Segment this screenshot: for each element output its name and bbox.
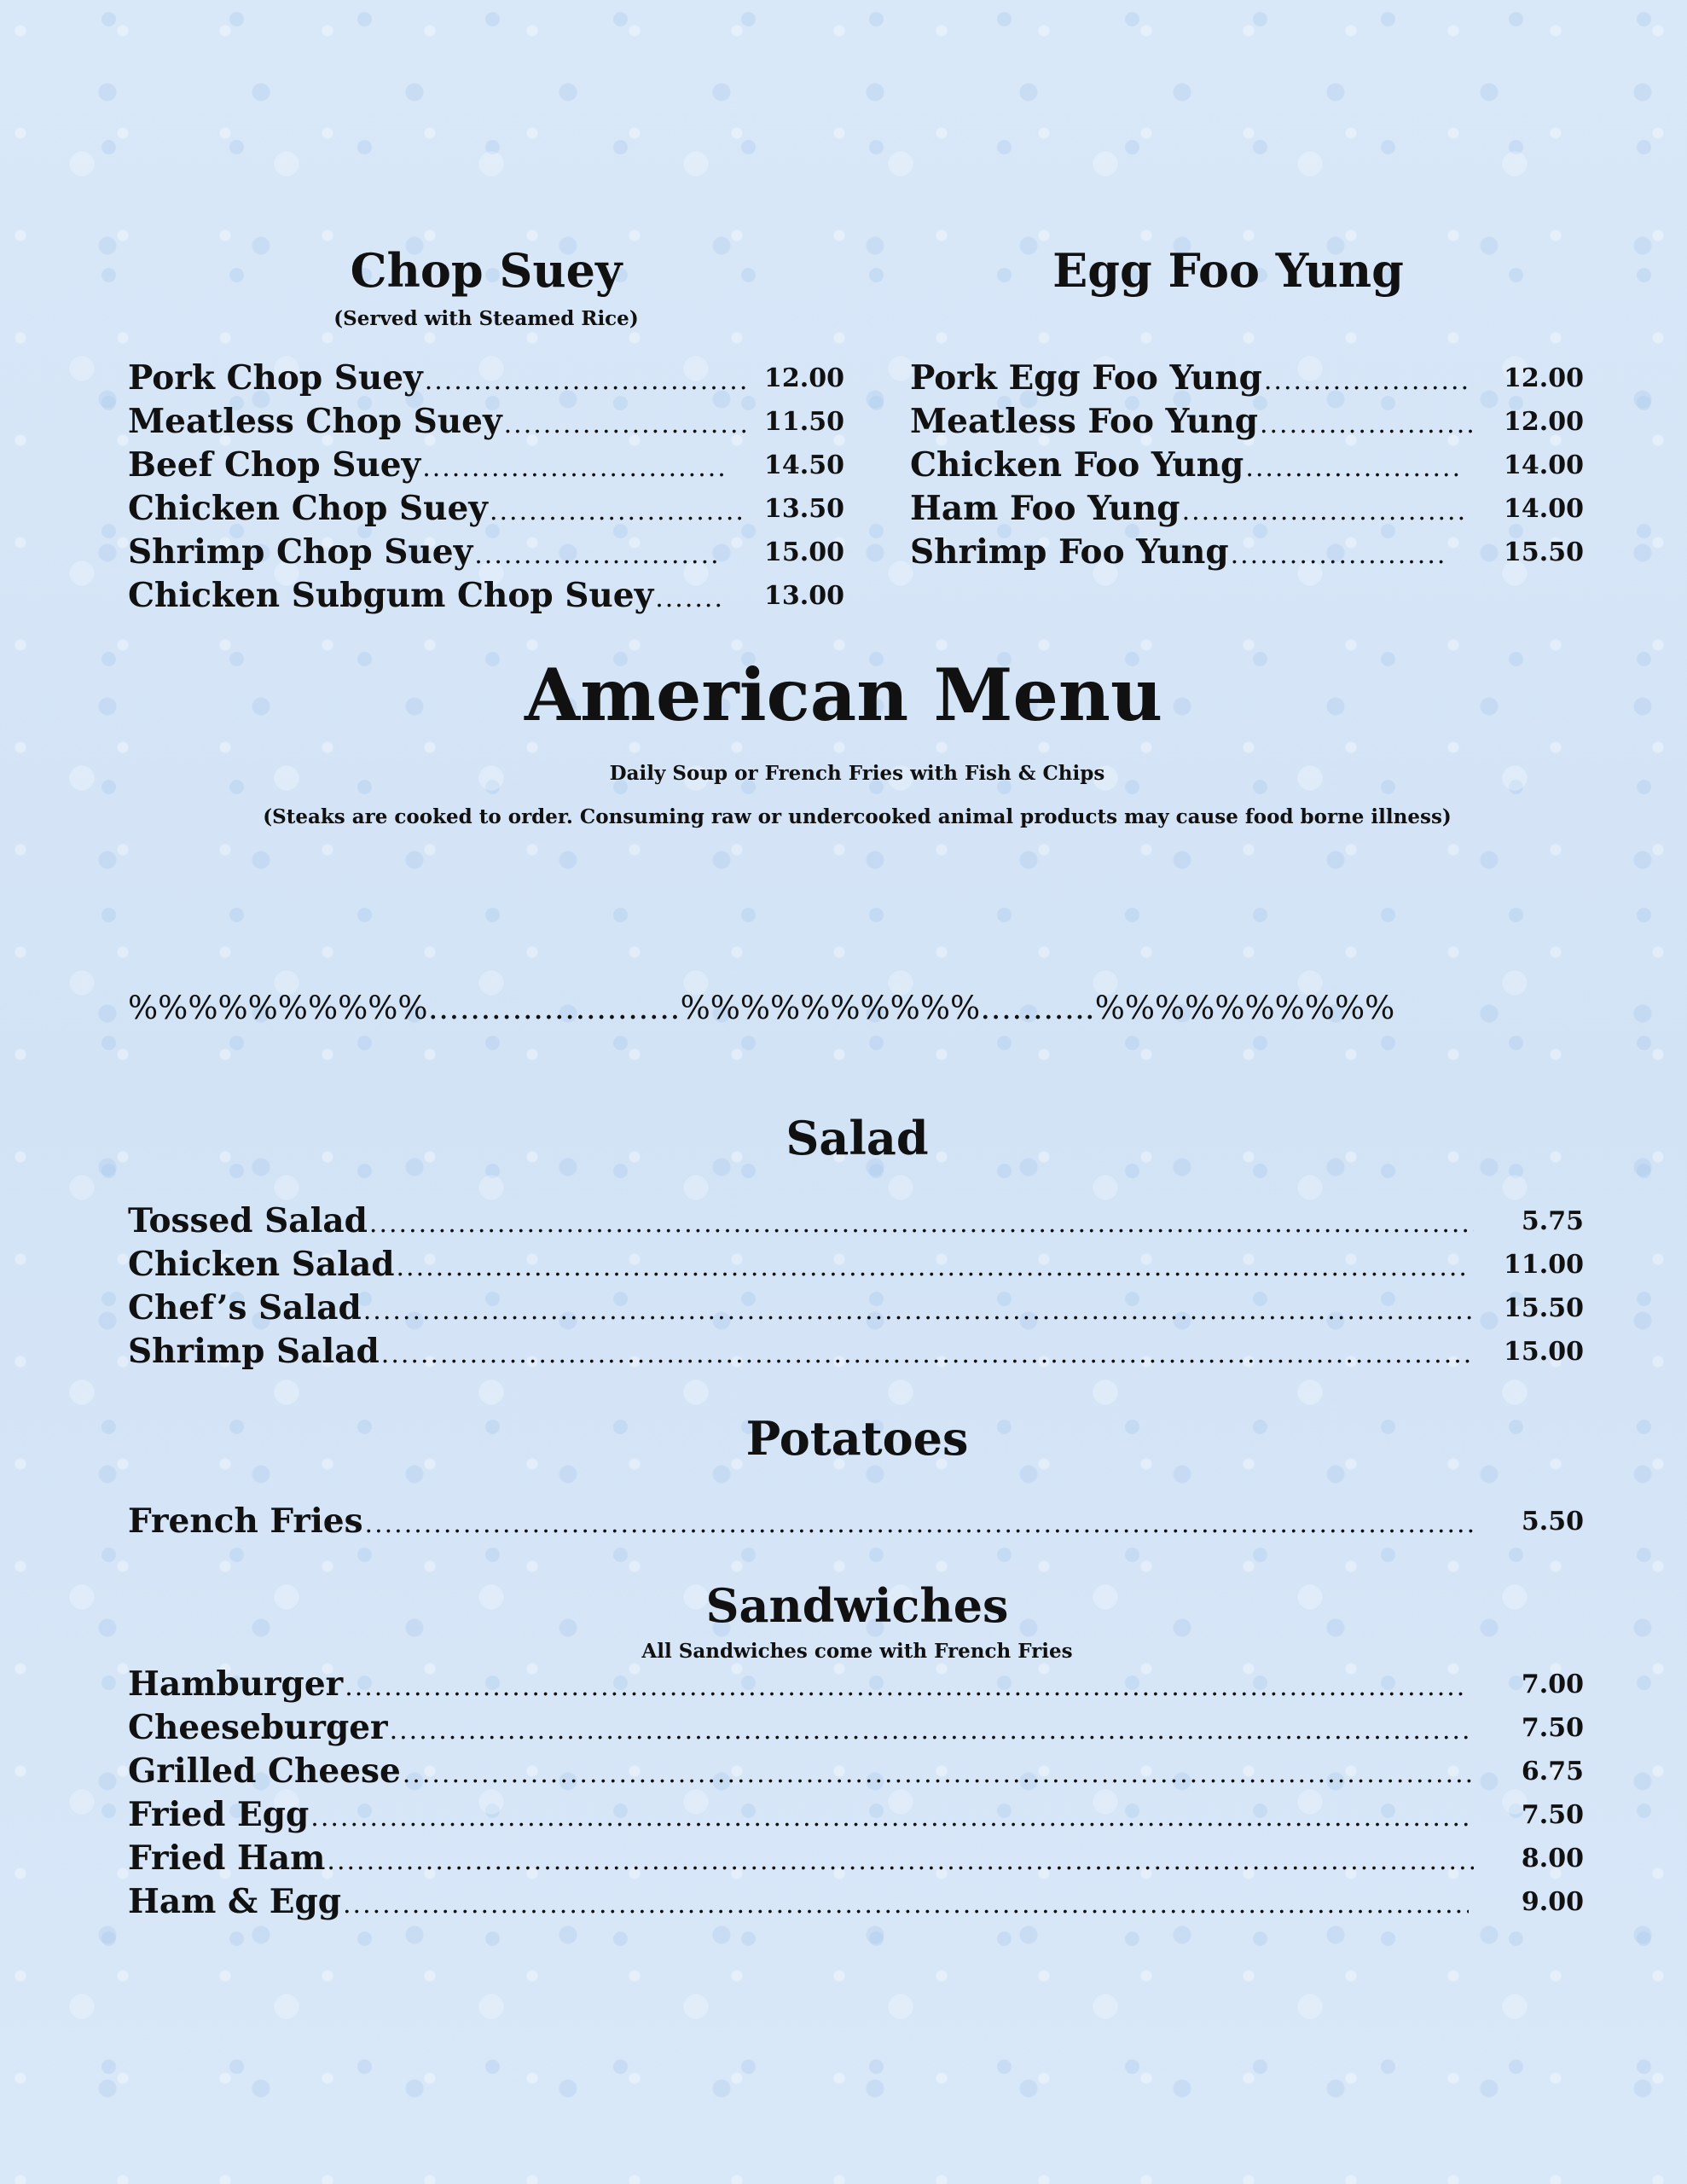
menu-item xyxy=(128,1245,1467,1287)
item-price: 7.00 xyxy=(1521,1670,1584,1699)
item-price: 15.50 xyxy=(1504,537,1584,567)
dot-leader xyxy=(1264,366,1473,396)
placeholder-dots: ……….. xyxy=(980,990,1095,1026)
dot-leader xyxy=(390,1716,1474,1745)
item-name: Meatless Foo Yung xyxy=(910,402,1258,441)
sandwiches-title: Sandwiches xyxy=(705,1578,1009,1633)
item-name: Meatless Chop Suey xyxy=(128,402,502,441)
dot-leader xyxy=(504,410,746,439)
dot-leader xyxy=(310,1803,1469,1833)
item-price: 8.00 xyxy=(1521,1844,1584,1873)
item-price: 5.50 xyxy=(1521,1507,1584,1536)
dot-leader xyxy=(397,1252,1467,1282)
item-price: 15.00 xyxy=(764,537,844,567)
item-name: Hamburger xyxy=(128,1664,344,1704)
placeholder-text: %%%%%%%%%% xyxy=(680,990,981,1026)
item-name: Pork Chop Suey xyxy=(128,358,423,398)
item-price: 11.00 xyxy=(1504,1250,1584,1280)
dot-leader xyxy=(381,1339,1474,1369)
item-price: 5.75 xyxy=(1521,1206,1584,1236)
dot-leader xyxy=(1231,540,1443,570)
dot-leader xyxy=(1245,453,1464,483)
item-price: 13.00 xyxy=(764,581,844,611)
dot-leader xyxy=(343,1890,1469,1920)
food-safety-disclaimer: (Steaks are cooked to order. Consuming raw or undercooked animal products may cause food borne illness) xyxy=(263,805,1452,828)
menu-item xyxy=(128,1288,1474,1331)
dot-leader xyxy=(490,497,746,526)
menu-item xyxy=(910,532,1443,575)
sandwiches-subtitle: All Sandwiches come with French Fries xyxy=(641,1640,1073,1663)
placeholder-dots: …………………… xyxy=(427,990,681,1026)
item-name: Chicken Foo Yung xyxy=(910,445,1244,485)
item-price: 12.00 xyxy=(1504,407,1584,437)
item-name: Fried Ham xyxy=(128,1838,326,1878)
item-name: Ham Foo Yung xyxy=(910,489,1180,528)
item-price: 13.50 xyxy=(764,494,844,524)
chop-suey-title: Chop Suey xyxy=(350,243,623,298)
american-menu-title: American Menu xyxy=(524,653,1163,737)
item-name: Chicken Chop Suey xyxy=(128,489,488,528)
placeholder-line xyxy=(128,990,1394,1026)
menu-item xyxy=(910,358,1473,401)
item-price: 9.00 xyxy=(1521,1887,1584,1917)
item-price: 11.50 xyxy=(764,407,844,437)
item-name: Shrimp Foo Yung xyxy=(910,532,1229,572)
item-price: 15.00 xyxy=(1504,1337,1584,1367)
menu-item xyxy=(128,532,716,575)
item-price: 14.00 xyxy=(1504,450,1584,480)
menu-item xyxy=(128,1795,1469,1838)
menu-item xyxy=(128,1751,1474,1794)
menu-item xyxy=(128,1838,1474,1881)
item-name: Ham & Egg xyxy=(128,1882,342,1921)
dot-leader xyxy=(365,1509,1474,1539)
menu-item xyxy=(128,402,746,444)
american-menu-note: Daily Soup or French Fries with Fish & Chips xyxy=(609,762,1105,785)
menu-item xyxy=(128,1708,1474,1751)
menu-item xyxy=(910,489,1464,531)
dot-leader xyxy=(327,1846,1474,1876)
salad-title: Salad xyxy=(786,1111,929,1165)
item-name: Shrimp Salad xyxy=(128,1332,380,1371)
egg-foo-yung-title: Egg Foo Yung xyxy=(1052,243,1404,298)
dot-leader xyxy=(655,584,725,613)
dot-leader xyxy=(369,1209,1474,1239)
menu-item xyxy=(128,1502,1474,1544)
menu-item xyxy=(128,1332,1474,1374)
menu-item xyxy=(910,445,1464,488)
placeholder-text: %%%%%%%%%% xyxy=(1094,990,1395,1026)
chop-suey-subtitle: (Served with Steamed Rice) xyxy=(333,307,639,330)
menu-item xyxy=(128,1664,1469,1707)
item-price: 12.00 xyxy=(1504,363,1584,393)
menu-item xyxy=(128,445,725,488)
item-price: 12.00 xyxy=(764,363,844,393)
item-price: 6.75 xyxy=(1521,1757,1584,1786)
item-name: Cheeseburger xyxy=(128,1708,388,1747)
item-name: Fried Egg xyxy=(128,1795,310,1834)
dot-leader xyxy=(474,540,716,570)
item-price: 14.50 xyxy=(764,450,844,480)
dot-leader xyxy=(422,453,725,483)
item-name: Shrimp Chop Suey xyxy=(128,532,473,572)
menu-item xyxy=(128,1882,1469,1925)
item-name: Grilled Cheese xyxy=(128,1751,401,1791)
menu-item xyxy=(128,358,746,401)
item-name: French Fries xyxy=(128,1502,363,1541)
placeholder-text: %%%%%%%%%% xyxy=(128,990,428,1026)
potatoes-title: Potatoes xyxy=(745,1411,969,1466)
menu-item xyxy=(128,1201,1474,1244)
item-name: Tossed Salad xyxy=(128,1201,368,1240)
dot-leader xyxy=(1182,497,1464,526)
dot-leader xyxy=(1260,410,1473,439)
item-name: Chicken Salad xyxy=(128,1245,395,1284)
menu-item xyxy=(128,489,746,531)
item-price: 15.50 xyxy=(1504,1293,1584,1323)
item-price: 7.50 xyxy=(1521,1800,1584,1830)
dot-leader xyxy=(345,1672,1469,1702)
item-price: 14.00 xyxy=(1504,494,1584,524)
menu-item xyxy=(128,576,725,619)
item-name: Chef’s Salad xyxy=(128,1288,362,1327)
item-name: Beef Chop Suey xyxy=(128,445,421,485)
dot-leader xyxy=(363,1296,1474,1326)
item-name: Chicken Subgum Chop Suey xyxy=(128,576,654,615)
item-name: Pork Egg Foo Yung xyxy=(910,358,1262,398)
dot-leader xyxy=(425,366,746,396)
dot-leader xyxy=(403,1759,1474,1789)
item-price: 7.50 xyxy=(1521,1713,1584,1743)
menu-item xyxy=(910,402,1473,444)
